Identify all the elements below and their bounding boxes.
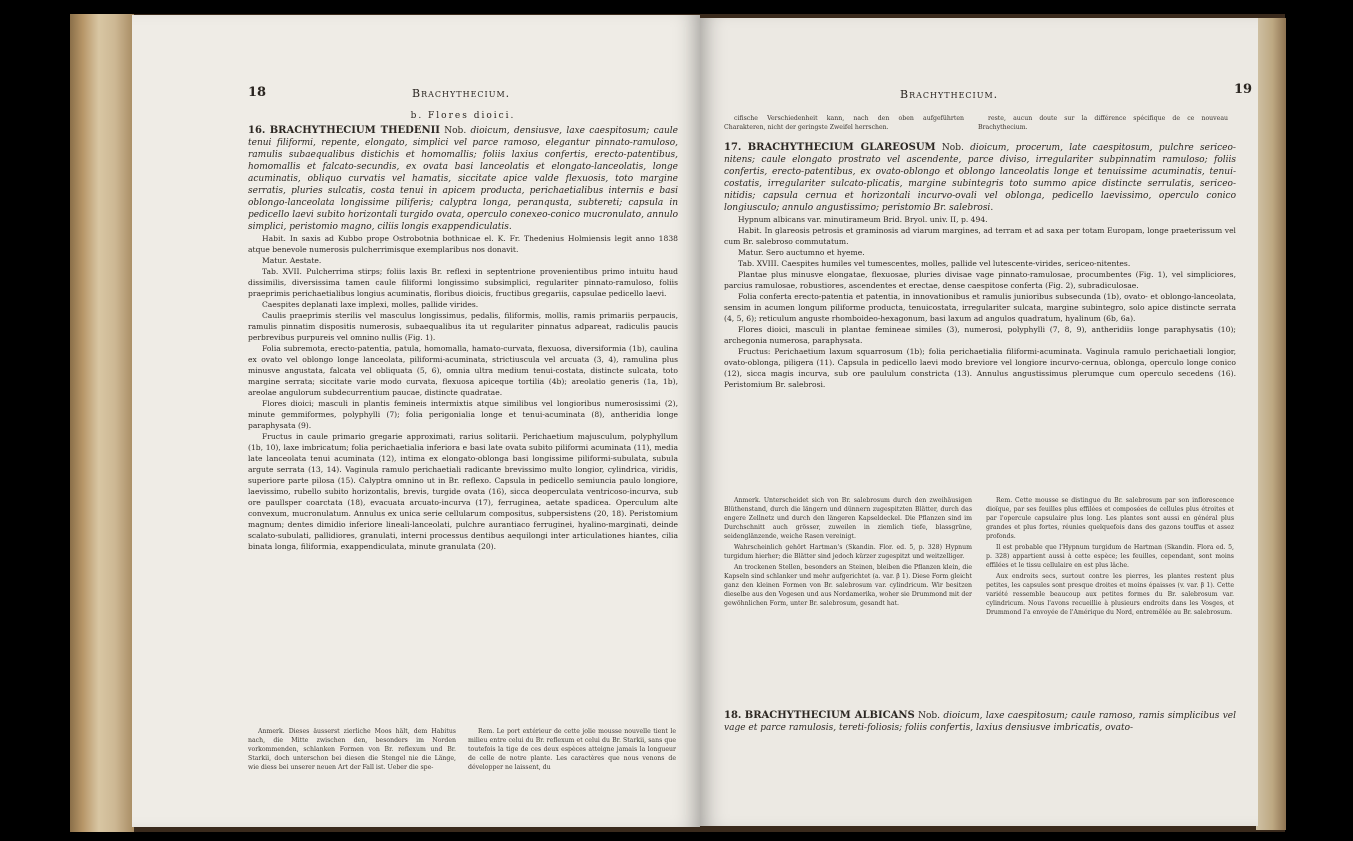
species-name: BRACHYTHECIUM GLAREOSUM [747, 142, 936, 153]
species17-note-french [986, 496, 1234, 619]
note-german [248, 727, 456, 774]
maturity: Matur. Aestate. [262, 256, 322, 265]
carryover-french-text: reste, aucun doute sur la différence spécifique de ce nouveau Brachythecium. [978, 115, 1228, 131]
species-number: 17. [724, 142, 742, 153]
note-paragraph: Il est probable que l'Hypnum turgidum de Hartman (Skandin. Flora ed. 5, p. 328) appartient aussi à cette espèce; les feuilles, cependant, sont moins effilées et le tissu cellulaire en est plus lâche. [986, 544, 1234, 569]
species-diagnosis: dioicum, laxe caespitosum; caule ramoso, ramis simplicibus vel vage et parce ramulosis, tereti-foliosis; foliis confertis, laxius densiusve imbricatis, ovato- [724, 711, 1237, 733]
main-text [724, 142, 1236, 390]
page-number: 18 [248, 85, 267, 100]
caulis-paragraph: Caulis praeprimis sterilis vel masculus longissimus, pedalis, filiformis, mollis, ramis primariis perpaucis, ramulis pinnatim dispositis numerosis, subaequalibus ita ut regulariter pinnatus adpareat, radiculis paucis perbrevibus purpureis vel omnino nullis (Fig. 1). [248, 311, 678, 342]
note-paragraph: Anmerk. Unterscheidet sich von Br. salebrosum durch den zweihäusigen Blüthenstand, durch die längern und dünnern zugespitzten Blätter, durch das engere Zellnetz und durch den längeren Kapseldeckel. Die Pflanzen sind im Durchschnitt auch grösser, zuweilen in ziemlich tiefe, blassgrüne, seidenglänzende, weiche Rasen vereinigt. [724, 497, 972, 540]
species-name: BRACHYTHECIUM ALBICANS [744, 710, 915, 721]
species-number: 16. [248, 125, 266, 136]
tab-paragraph: Tab. XVII. Pulcherrima stirps; foliis laxis Br. reflexi in septentrione provenientibus primo intuitu haud dissimilis, diversissima tamen caule filiformi longissimo subsimplici, regulariter pinnato-ramuloso, foliis praeprimis perichaetialibus longius acuminatis, floribus dioicis, fructibus gregariis, capsulae pedicello laevi. [248, 267, 678, 298]
species-name: BRACHYTHECIUM THEDENII [269, 125, 440, 136]
left-page [132, 15, 700, 827]
note-paragraph: Wahrscheinlich gehört Hartman's (Skandin. Flor. ed. 5, p. 328) Hypnum turgidum hierher; die Blätter sind jedoch kürzer zugespitzt und weitzelliger. [724, 544, 972, 560]
running-head: Brachythecium. [412, 87, 511, 100]
species-author: Nob. [444, 126, 467, 136]
maturity: Matur. Sero auctumno et hyeme. [738, 248, 865, 257]
species-diagnosis: dioicum, densiusve, laxe caespitosum; caule tenui filiformi, repente, elongato, simplici vel parce ramoso, elegantur pinnato-ramuloso, ramulis subaequalibus distichis et homomallis; foliis laxius confertis, erecto-patentibus, homomallis et falcato-secundis, ex ovata basi lanceolatis et elongato-lanceolatis, longe acuminatis, obliquo curvatis vel hamatis, siccitate apice valde flexuosis, toto margine serratis, pluries sulcatis, costa tenui in apicem producta, perichaetialibus internis e basi oblongo-lanceolata longissime piliferis; calyptra longa, peranqusta, subtereti; capsula in pedicello laevi subito horizontali turgido ovata, operculo conexeo-conico mucronulato, annulo simplici, peristomio magno, ciliis longis exappendiculatis. [248, 126, 678, 232]
species-number: 18. [724, 710, 742, 721]
caespites-paragraph: Caespites deplanati laxe implexi, molles, pallide virides. [262, 300, 479, 309]
habitat: Habit. In saxis ad Kubbo prope Ostrobotnia bothnicae el. K. Fr. Thedenius Holmiensis legit anno 1838 atque benevole numerosis pulcherrimisque exemplaribus nos donavit. [248, 234, 678, 254]
fructus-paragraph: Fructus: Perichaetium laxum squarrosum (1b); folia perichaetialia filiformi-acuminata. Vaginula ramulo perichaetiali longior, ovato-oblonga, piligera (11). Capsula in pedicello laevi modo breviore vel longiore incurvo-cernua, oblonga, operculo longe conico (12), sicca magis incurva, sub ore paululum constricta (13). Annulus angustissimus plerumque cum operculo secedens (16). Peristomium Br. salebrosi. [724, 347, 1236, 389]
tab-paragraph: Tab. XVIII. Caespites humiles vel tumescentes, molles, pallide vel lutescente-virides, sericeo-nitentes. [738, 259, 1131, 268]
species-author: Nob. [918, 711, 940, 721]
folia-paragraph: Folia subremota, erecto-patentia, patula, homomalla, hamato-curvata, flexuosa, diversiformia (1b), caulina ex ovato vel oblongo longe lanceolata, piliformi-acuminata, strictiuscula vel arcuata (3, 4), ramulina plus minusve angustata, falcata vel obliquata (5, 6), omnia ultra medium tenui-costata, distincte sulcata, toto margine serrata; siccitate varie modo curvata, flexuosa apiceque tortilia (4b); areolatio generis (1a, 1b), areolae angulorum subdecurrentium paucae, distincte quadratae. [248, 344, 678, 397]
main-text [248, 111, 678, 552]
synonym: Hypnum albicans var. minutirameum Brid. Bryol. univ. II, p. 494. [738, 215, 988, 224]
species18-text [724, 710, 1236, 734]
flores-paragraph: Flores dioici, masculi in plantae femineae similes (3), numerosi, polyphylli (7, 8, 9), antheridiis longe paraphysatis (10); archegonia numerosa, paraphysata. [724, 325, 1236, 345]
plantae-paragraph: Plantae plus minusve elongatae, flexuosae, pluries divisae vage pinnato-ramulosae, procumbentes (Fig. 1), vel simpliciores, parcius ramulosae, robustiores, ascendentes et erectae, dense caespitose conferta (Fig. 2), subradiculosae. [724, 270, 1236, 290]
species-entry [248, 125, 678, 233]
carryover-french [978, 114, 1228, 134]
carryover-german-text: cifische Verschiedenheit kann, nach den oben aufgeführten Charakteren, nicht der geringste Zweifel herrschen. [724, 115, 964, 131]
note-french-text: Rem. Le port extérieur de cette jolie mousse nouvelle tient le milieu entre celui du Br. reflexum et celui du Br. Starkii, sans que toutefois la tige de ces deux espèces atteigne jamais la longueur de celle de notre plante. Les caractères que nous venons de développer ne laissent, du [468, 728, 676, 771]
section-title: b. Flores dioici. [410, 111, 516, 121]
species-diagnosis: dioicum, procerum, late caespitosum, pulchre sericeo-nitens; caule elongato prostrato vel ascendente, parce diviso, irregulariter subpinnatim ramuloso; foliis confertis, erecto-patentibus, ex ovato-oblongo et oblongo lanceolatis longe et tenuissime acuminatis, tenui-costatis, irregulariter sulcato-plicatis, margine subintegris toto summo apice distincte serrulatis, sericeo-nitidis; capsula cernua et horizontali incurvo-ovali vel oblonga, pedicello laevissimo, operculo conico longiusculo; annulo angustissimo; peristomio Br. salebrosi. [724, 143, 1236, 213]
species17-note-german [724, 496, 972, 610]
note-paragraph: An trockenen Stellen, besonders an Steinen, bleiben die Pflanzen klein, die Kapseln sind schlanker und mehr aufgerichtet (a. var. β 1). Diese Form gleicht ganz den kleinen Formen von Br. salebrosum var. cylindricum. Wir besitzen dieselbe aus den Vogesen und aus Nordamerika, woher sie Drummond mit der gewöhnlichen Form, unter Br. salebrosum, gesandt hat. [724, 564, 972, 607]
species-author: Nob. [941, 143, 964, 153]
note-french [468, 727, 676, 774]
flores-paragraph: Flores dioici; masculi in plantis femineis intermixtis atque similibus vel longioribus numerosissimi (2), minute gemmiformes, polyphylli (7); folia perigonialia longe et tenui-acuminata (8), antheridia longe paraphysata (9). [248, 399, 678, 430]
page-edges-right [1256, 18, 1286, 830]
species-entry-17 [724, 142, 1236, 214]
species-entry-18 [724, 710, 1236, 734]
page-edges-left [70, 14, 134, 832]
note-paragraph: Aux endroits secs, surtout contre les pierres, les plantes restent plus petites, les capsules sont presque droites et moins épaisses (v. var. β 1). Cette variété ressemble beaucoup aux petites formes du Br. salebrosum var. cylindricum. Nous l'avons recueillie à plusieurs endroits dans les Vosges, et Drummond l'a envoyée de l'Amérique du Nord, entremêlée au Br. salebrosum. [986, 573, 1234, 616]
note-paragraph: Rem. Cette mousse se distingue du Br. salebrosum par son inflorescence dioïque, par ses feuilles plus effilées et composées de cellules plus étroites et par l'opercule capsulaire plus long. Les plantes sont aussi en général plus grandes et plus fortes, réunies quelquefois dans des gazons touffus et assez profonds. [986, 497, 1234, 540]
fructus-paragraph: Fructus in caule primario gregarie approximati, rarius solitarii. Perichaetium majusculum, polyphyllum (1b, 10), laxe imbricatum; folia perichaetialia inferiora e basi late ovata subito piliformi acuminata (11), media late lanceolata tenui acuminata (12), intima ex elongato-oblonga basi longissime piliformi-subulata, subula argute serrata (13, 14). Vaginula ramulo perichaetiali radicante brevissimo multo longior, cylindrica, viridis, superiore parte pilosa (15). Calyptra omnino ut in Br. reflexo. Capsula in pedicello semiuncia paulo longiore, laevissimo, rubello subito horizontalis, brevis, turgide ovata (16), sicca deoperculata ventricoso-incurva, sub ore paullsper coarctata (18), evacuata arcuato-incurva (17), ferruginea, aetate spadicea. Operculum alte convexum, mucronulatum. Annulus ex unica serie cellularum compositus, subpersistens (20, 18). Peristomium magnum; dentes dimidio inferiore lineali-lanceolati, pulchre aurantiaco ferruginei, hyalino-marginati, deinde scalato-subulati, pallidiores, granulati, interni processus dentibus aequilongi inter articulationes hiantes, cilia binata longa, filiformia, exappendiculata, minute granulata (20). [248, 432, 678, 551]
note-german-text: Anmerk. Dieses äusserst zierliche Moos hält, dem Habitus nach, die Mitte zwischen den, besonders im Norden vorkommenden, schlanken Formen von Br. reflexum und Br. Starkii, doch unterschon bei diesen die Stengel nie die Länge, wie diess bei unserer neuen Art der Fall ist. Ueber die spe- [248, 728, 456, 771]
page-number: 19 [1234, 82, 1253, 97]
folia-paragraph: Folia conferta erecto-patentia et patentia, in innovationibus et ramulis junioribus subsecunda (1b), ovato- et oblongo-lanceolata, sensim in acumen longum piliforme producta, tenuicostata, irregulariter sulcata, margine subintegro, solo apice distincte serrata (4, 5, 6); reticulum anguste rhomboideo-hexagonum, basi laxum ad angulos quadratum, hyalinum (6b, 6a). [724, 292, 1236, 323]
right-page [700, 18, 1258, 826]
running-head: Brachythecium. [900, 88, 999, 101]
habitat: Habit. In glareosis petrosis et graminosis ad viarum margines, ad terram et ad saxa per totam Europam, longe praeterissum vel cum Br. salebroso commutatum. [724, 226, 1236, 246]
carryover-german [724, 114, 964, 134]
